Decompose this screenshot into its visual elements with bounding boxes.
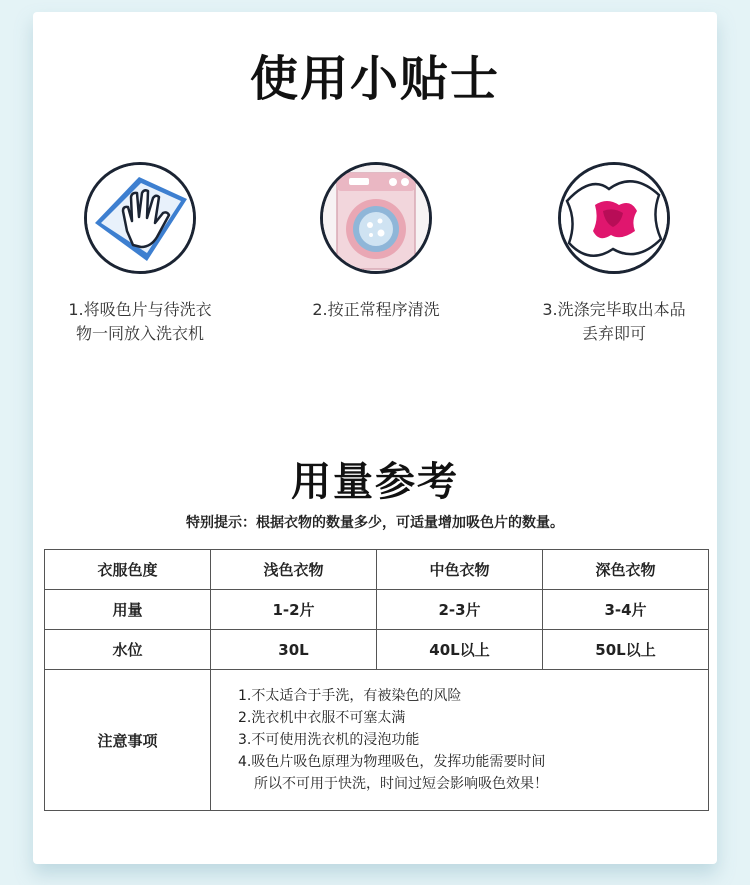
table-cell: 2-3片: [377, 590, 543, 630]
table-cell: 40L以上: [377, 630, 543, 670]
row-label: 水位: [45, 630, 211, 670]
note-line: 所以不可用于快洗，时间过短会影响吸色效果！: [254, 776, 548, 792]
step-3: [514, 162, 714, 346]
row-label: 用量: [45, 590, 211, 630]
step-1-text-line2: 物一同放入洗衣机: [75, 324, 204, 343]
step-2-text-line1: 2.按正常程序清洗: [312, 300, 440, 319]
usage-tip: 特别提示：根据衣物的数量多少，可适量增加吸色片的数量。: [186, 515, 564, 531]
notes-row: [45, 670, 709, 811]
note-line: 4.吸色片吸色原理为物理吸色，发挥功能需要时间: [238, 754, 546, 770]
table-header-row: [45, 550, 709, 590]
usage-table: [44, 549, 709, 811]
table-cell: 1-2片: [211, 590, 377, 630]
table-cell: 30L: [211, 630, 377, 670]
stained-color-sheet-icon: [558, 162, 670, 274]
note-line: 3.不可使用洗衣机的浸泡功能: [238, 732, 420, 748]
header-cell: 浅色衣物: [211, 550, 377, 590]
hand-wiping-cloth-icon: [84, 162, 196, 274]
washing-machine-icon: [320, 162, 432, 274]
header-cell: 深色衣物: [543, 550, 709, 590]
notes-cell: [211, 670, 709, 811]
step-1: [40, 162, 240, 346]
usage-title: 用量参考: [291, 459, 459, 505]
table-cell: 3-4片: [543, 590, 709, 630]
step-3-text-line1: 3.洗涤完毕取出本品: [542, 300, 686, 319]
tips-title: 使用小贴士: [249, 51, 500, 107]
table-row: [45, 630, 709, 670]
note-line: 1.不太适合于手洗，有被染色的风险: [238, 688, 462, 704]
note-line: 2.洗衣机中衣服不可塞太满: [238, 710, 406, 726]
header-cell: 衣服色度: [45, 550, 211, 590]
table-cell: 50L以上: [543, 630, 709, 670]
table-row: [45, 590, 709, 630]
header-cell: 中色衣物: [377, 550, 543, 590]
notes-label: 注意事项: [45, 670, 211, 811]
step-1-text-line1: 1.将吸色片与待洗衣: [68, 300, 212, 319]
step-3-text-line2: 丢弃即可: [581, 324, 646, 343]
step-2: [276, 162, 476, 322]
